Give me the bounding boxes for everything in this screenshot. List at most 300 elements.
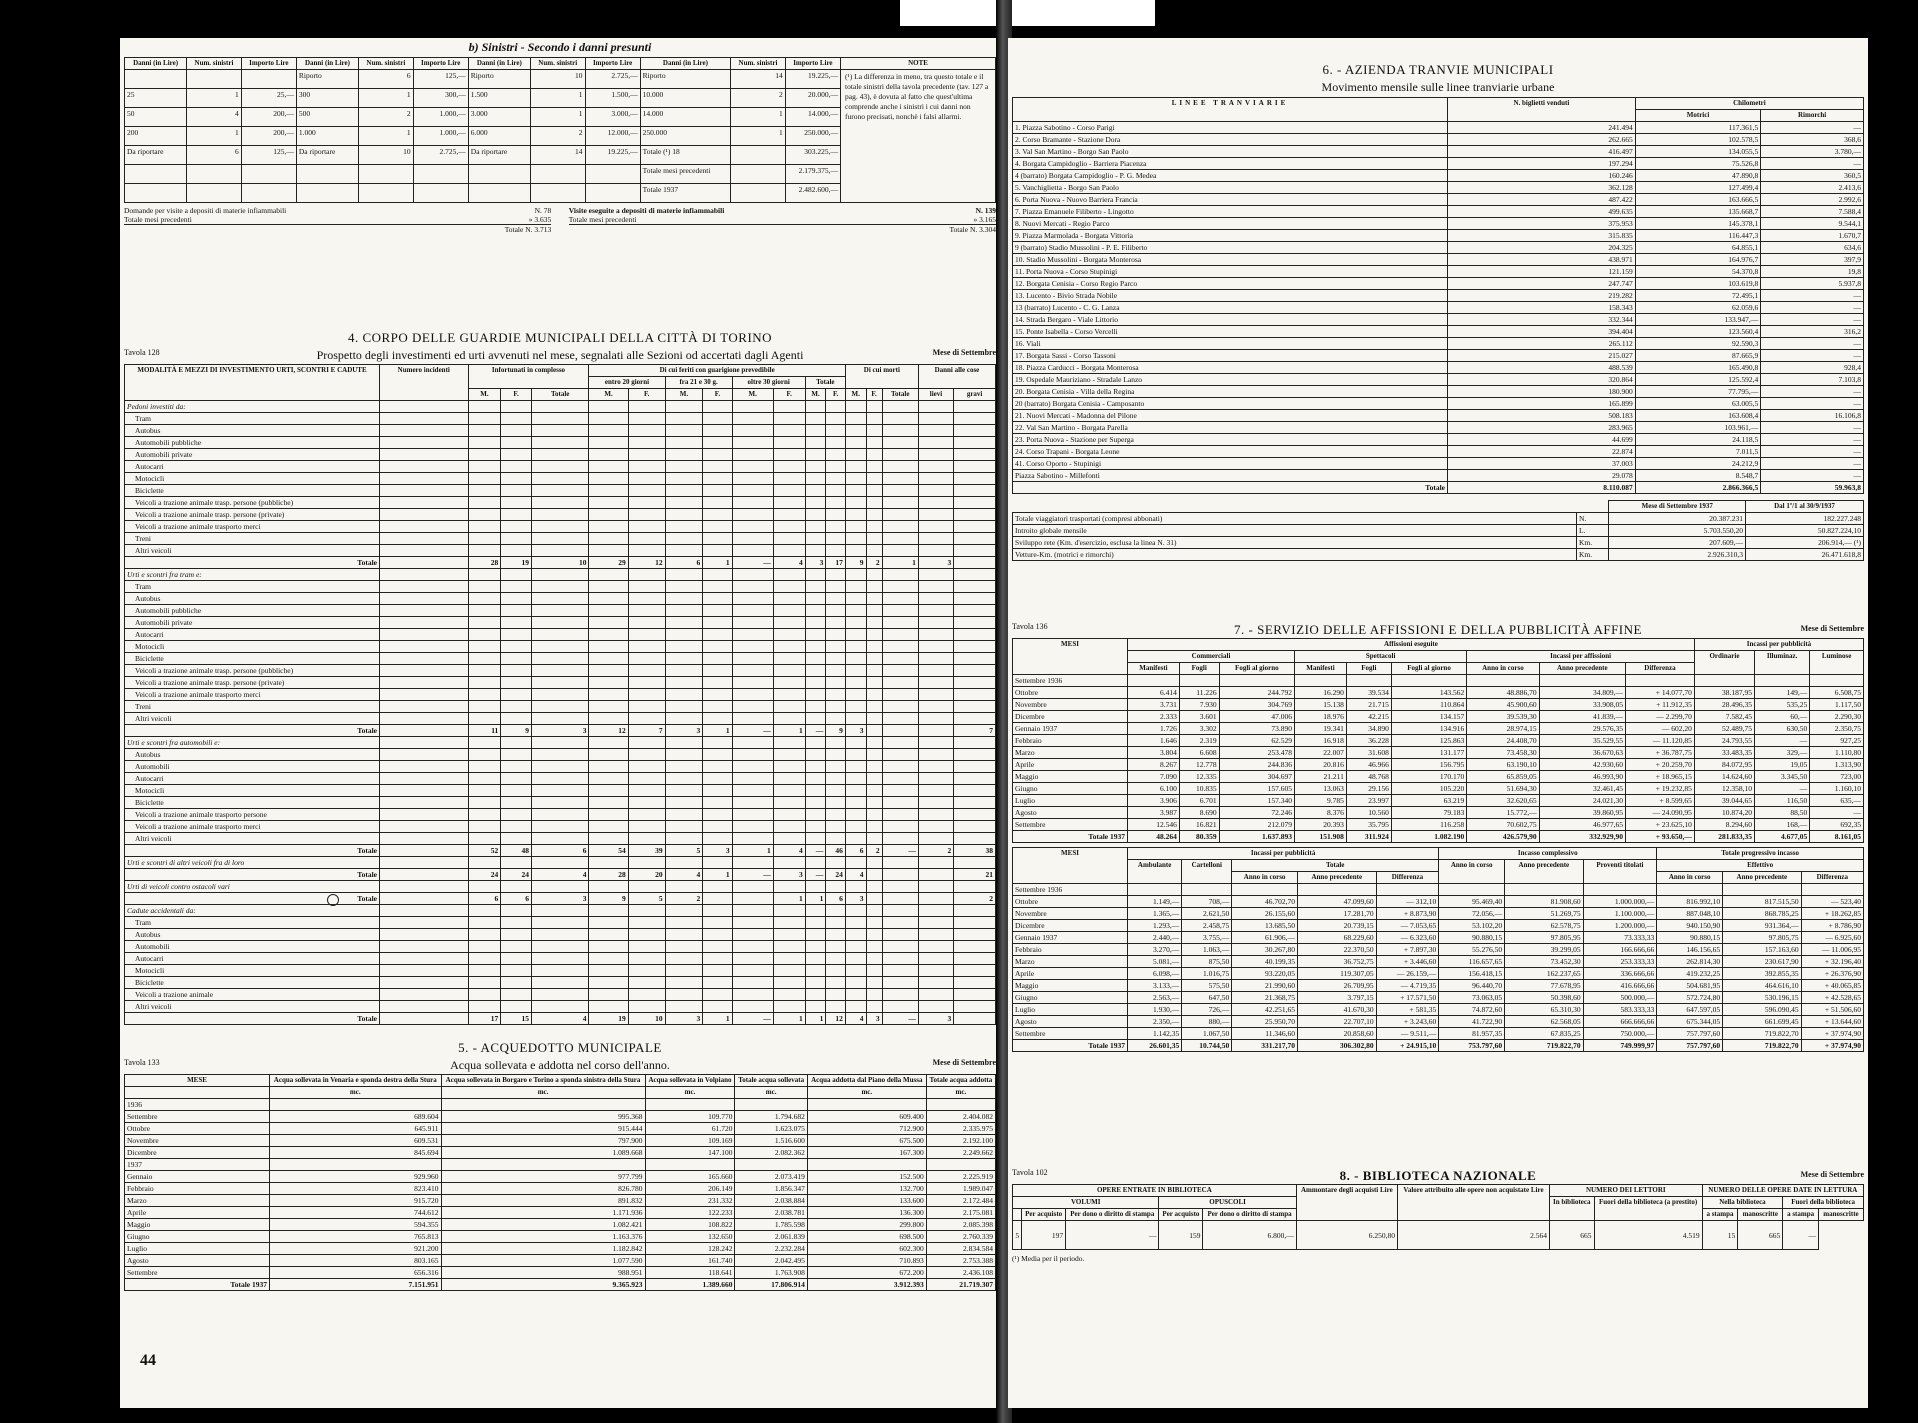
guardie-cell — [732, 989, 773, 1001]
affissioni-cell — [1391, 675, 1466, 687]
tram-line-cell: 5.937,8 — [1761, 278, 1864, 290]
guardie-cell — [954, 593, 996, 605]
guardie-empty-cell — [805, 881, 826, 893]
tram-line-row — [1013, 230, 1864, 242]
tram-line-cell: 416.497 — [1448, 146, 1636, 158]
sinistri-cell: 50 — [125, 108, 187, 127]
tram-line-row — [1013, 146, 1864, 158]
guardie-total-spacer — [380, 725, 469, 737]
guardie-cell — [380, 473, 469, 485]
tram-line-cell: 4. Borgata Campidoglio - Barriera Piacenza — [1013, 158, 1448, 170]
guardie-cell — [882, 497, 918, 509]
guardie-cell — [954, 629, 996, 641]
guardie-empty-cell — [531, 857, 588, 869]
guardie-cell — [773, 677, 805, 689]
guardie-cell — [866, 605, 882, 617]
sinistri-cell: 2.725,— — [585, 70, 640, 89]
tram-line-cell: — — [1761, 314, 1864, 326]
guardie-total-cell: 9 — [501, 725, 532, 737]
guardie-total-cell: 5 — [665, 845, 703, 857]
acquedotto-cell: Aprile — [125, 1207, 270, 1219]
guardie-cell — [732, 521, 773, 533]
guardie-item-label: Automobili — [125, 941, 380, 953]
guardie-cell — [882, 989, 918, 1001]
guardie-cell — [628, 665, 665, 677]
affissioni-cell-2: 146.156,65 — [1657, 944, 1723, 956]
acquedotto-cell: 765.813 — [270, 1231, 442, 1243]
guardie-cell — [628, 653, 665, 665]
affissioni-subheader-2: Anno in corso — [1232, 872, 1298, 884]
sinistri-cell: 6 — [359, 70, 414, 89]
tram-summary-cell: 20.387.231 — [1609, 513, 1746, 525]
sinistri-cell: Da riportare — [468, 146, 530, 165]
guardie-total-spacer — [380, 893, 469, 905]
affissioni-cell: 6.608 — [1179, 747, 1219, 759]
biblioteca-cell: 665 — [1549, 1221, 1594, 1250]
guardie-cell — [918, 929, 953, 941]
guardie-total-cell: 6 — [665, 557, 703, 569]
guardie-cell — [773, 917, 805, 929]
guardie-total-cell: 39 — [628, 845, 665, 857]
guardie-cell — [732, 701, 773, 713]
guardie-cell — [501, 605, 532, 617]
guardie-cell — [773, 461, 805, 473]
guardie-cell — [918, 677, 953, 689]
guardie-cell — [732, 953, 773, 965]
guardie-cell — [882, 437, 918, 449]
guardie-cell — [918, 617, 953, 629]
guardie-cell — [732, 749, 773, 761]
guardie-cell — [628, 509, 665, 521]
guardie-cell — [501, 953, 532, 965]
sinistri-cell — [731, 146, 786, 165]
guardie-cell — [732, 785, 773, 797]
guardie-total-row — [125, 557, 996, 569]
affissioni-cell: 39.044,65 — [1694, 795, 1754, 807]
guardie-cell — [501, 677, 532, 689]
tram-line-cell: 283.965 — [1448, 422, 1636, 434]
affissioni-cell-2: Agosto — [1013, 1016, 1128, 1028]
guardie-cell — [845, 821, 866, 833]
sinistri-cell: 1 — [530, 108, 585, 127]
guardie-cell — [805, 713, 826, 725]
guardie-cell — [665, 665, 703, 677]
guardie-total-cell: 20 — [628, 869, 665, 881]
tram-line-cell: 163.608,4 — [1635, 410, 1760, 422]
acquedotto-row — [125, 1111, 996, 1123]
affissioni-cell-2: 1.149,— — [1128, 896, 1182, 908]
col-illuminaz: Illuminaz. — [1755, 651, 1810, 675]
affissioni-cell — [1219, 675, 1294, 687]
guardie-total-cell: 48 — [501, 845, 532, 857]
affissioni-cell-2: 2.458,75 — [1182, 920, 1232, 932]
guardie-cell — [882, 509, 918, 521]
acquedotto-cell: 2.061.839 — [735, 1231, 807, 1243]
guardie-total-cell: 24 — [501, 869, 532, 881]
acquedotto-cell: 165.660 — [645, 1171, 735, 1183]
guardie-cell — [628, 965, 665, 977]
guardie-cell — [918, 581, 953, 593]
affissioni-section — [1008, 620, 1868, 1052]
affissioni-title: 7. - SERVIZIO DELLE AFFISSIONI E DELLA PUBBLICITÀ AFFINE — [1234, 622, 1642, 637]
acquedotto-cell: 231.332 — [645, 1195, 735, 1207]
tranvie-table — [1012, 97, 1864, 494]
guardie-cell — [380, 797, 469, 809]
tram-line-cell: 24.212,9 — [1635, 458, 1760, 470]
guardie-cell — [732, 965, 773, 977]
affissioni-cell-2: + 8.786,90 — [1801, 920, 1863, 932]
tram-line-cell: 103.961,— — [1635, 422, 1760, 434]
affissioni-cell-2: 81.908,60 — [1505, 896, 1584, 908]
affissioni-cell: — — [1810, 807, 1864, 819]
guardie-total-cell: 9 — [826, 725, 845, 737]
affissioni-cell-2: 2.350,— — [1128, 1016, 1182, 1028]
affissioni-row-2 — [1013, 944, 1864, 956]
guardie-total-label: Totale — [125, 1013, 380, 1025]
sinistri-cell: 1.500 — [468, 89, 530, 108]
guardie-cell — [703, 473, 732, 485]
guardie-cell — [826, 797, 845, 809]
guardie-cell — [628, 641, 665, 653]
guardie-cell — [501, 929, 532, 941]
sinistri-cell: 3.000,— — [585, 108, 640, 127]
guardie-item-label: Treni — [125, 701, 380, 713]
affissioni-cell: 253.478 — [1219, 747, 1294, 759]
affissioni-cell: 32.461,45 — [1539, 783, 1625, 795]
guardie-cell — [703, 425, 732, 437]
guardie-total-cell: 2 — [866, 845, 882, 857]
guardie-cell — [845, 713, 866, 725]
affissioni-cell-2 — [1723, 884, 1802, 896]
biblioteca-mese: Mese di Settembre — [1800, 1170, 1864, 1179]
tram-summary-cell: Totale viaggiatori trasportati (compresi abbonati) — [1013, 513, 1577, 525]
affissioni-cell-2: 96.440,70 — [1439, 980, 1505, 992]
affissioni-cell-2: 647.597,05 — [1657, 1004, 1723, 1016]
acquedotto-cell: 1.082.421 — [441, 1219, 645, 1231]
guardie-cell — [468, 629, 501, 641]
guardie-cell — [589, 533, 628, 545]
guardie-item-label: Treni — [125, 533, 380, 545]
guardie-cell — [589, 449, 628, 461]
affissioni-cell-2: 1.067,50 — [1182, 1028, 1232, 1040]
guardie-cell — [882, 521, 918, 533]
sinistri-cell: 1 — [359, 89, 414, 108]
affissioni-cell-2: 2.563,— — [1128, 992, 1182, 1004]
visite-prec-label: Totale mesi precedenti — [568, 215, 637, 224]
guardie-cell — [954, 437, 996, 449]
guardie-cell — [380, 641, 469, 653]
col-valore: Valore attribuito alle opere non acquistate Lire — [1398, 1185, 1550, 1221]
guardie-item-label: Altri veicoli — [125, 1001, 380, 1013]
affissioni-cell-2: 816.992,10 — [1657, 896, 1723, 908]
affissioni-row — [1013, 747, 1864, 759]
guardie-cell — [380, 629, 469, 641]
affissioni-cell: 42.215 — [1346, 711, 1391, 723]
affissioni-cell: 10.874,20 — [1694, 807, 1754, 819]
guardie-empty-cell — [468, 401, 501, 413]
guardie-cell — [628, 617, 665, 629]
tram-line-cell: 8. Nuovi Mercati - Regio Parco — [1013, 218, 1448, 230]
guardie-cell — [531, 653, 588, 665]
guardie-empty-cell — [773, 905, 805, 917]
tram-line-row — [1013, 422, 1864, 434]
acquedotto-cell: 299.800 — [807, 1219, 926, 1231]
guardie-cell — [380, 497, 469, 509]
guardie-item-row — [125, 797, 996, 809]
col-fuori-biblioteca: Fuori della biblioteca — [1783, 1197, 1864, 1209]
affissioni-cell-2: — 9.511,— — [1376, 1028, 1439, 1040]
acquedotto-row — [125, 1099, 996, 1111]
guardie-cell — [531, 773, 588, 785]
guardie-cell — [501, 581, 532, 593]
affissioni-cell: 29.156 — [1346, 783, 1391, 795]
affissioni-cell-2: 931.364,— — [1723, 920, 1802, 932]
affissioni-cell-2: 41.722,90 — [1439, 1016, 1505, 1028]
guardie-cell — [628, 749, 665, 761]
acquedotto-cell: 2.082.362 — [735, 1147, 807, 1159]
sinistri-cell: 2.482.600,— — [785, 184, 840, 203]
affissioni-cell: 28.496,35 — [1694, 699, 1754, 711]
guardie-cell — [866, 473, 882, 485]
guardie-cell — [826, 965, 845, 977]
guardie-total-cell: 1 — [703, 725, 732, 737]
guardie-subheader: F. — [628, 389, 665, 401]
guardie-cell — [954, 917, 996, 929]
tram-line-cell: 5. Vanchiglietta - Borgo San Paolo — [1013, 182, 1448, 194]
col-opere-entrate: OPERE ENTRATE IN BIBLIOTECA — [1013, 1185, 1297, 1197]
biblioteca-subheader: a stampa — [1783, 1209, 1819, 1221]
guardie-item-row — [125, 989, 996, 1001]
guardie-cell — [628, 797, 665, 809]
guardie-total-cell — [866, 869, 882, 881]
affissioni-cell: 29.576,35 — [1539, 723, 1625, 735]
guardie-cell — [954, 485, 996, 497]
acquedotto-cell: Marzo — [125, 1195, 270, 1207]
acquedotto-cell — [645, 1099, 735, 1111]
affissioni-cell: 42.930,60 — [1539, 759, 1625, 771]
guardie-cell — [665, 497, 703, 509]
guardie-cell — [628, 545, 665, 557]
acquedotto-cell: 594.355 — [270, 1219, 442, 1231]
guardie-empty-cell — [918, 857, 953, 869]
guardie-item-label: Autocarri — [125, 461, 380, 473]
tram-line-cell: 316,2 — [1761, 326, 1864, 338]
guardie-cell — [380, 953, 469, 965]
guardie-total-cell: 3 — [918, 557, 953, 569]
acquedotto-tavola: Tavola 133 — [124, 1058, 160, 1067]
guardie-cell — [468, 461, 501, 473]
sinistri-cell: 2 — [359, 108, 414, 127]
sinistri-cell — [731, 184, 786, 203]
tram-line-row — [1013, 398, 1864, 410]
affissioni-cell-2: 530.196,15 — [1723, 992, 1802, 1004]
guardie-empty-cell — [589, 737, 628, 749]
guardie-cell — [882, 761, 918, 773]
guardie-cell — [531, 797, 588, 809]
guardie-item-label: Tram — [125, 413, 380, 425]
sinistri-cell: 2.179.375,— — [785, 165, 840, 184]
guardie-cell — [732, 533, 773, 545]
guardie-mese: Mese di Settembre — [932, 348, 996, 357]
affissioni-cell: 39.534 — [1346, 687, 1391, 699]
affissioni-cell-2: — 6.323,60 — [1376, 932, 1439, 944]
guardie-item-label: Veicoli a trazione animale trasporto merci — [125, 521, 380, 533]
sinistri-header: Num. sinistri — [359, 58, 414, 70]
guardie-total-cell: — — [732, 725, 773, 737]
guardie-cell — [866, 617, 882, 629]
affissioni-cell: 36.670,63 — [1539, 747, 1625, 759]
guardie-empty-cell — [665, 569, 703, 581]
affissioni-cell: 63.219 — [1391, 795, 1466, 807]
affissioni-cell: 157.340 — [1219, 795, 1294, 807]
affissioni-cell-2: 17.281,70 — [1298, 908, 1377, 920]
acquedotto-cell: 2.335.975 — [926, 1123, 995, 1135]
tram-line-cell: — — [1761, 446, 1864, 458]
affissioni-cell-2: 572.724,80 — [1657, 992, 1723, 1004]
guardie-cell — [866, 1001, 882, 1013]
affissioni-cell: 156.795 — [1391, 759, 1466, 771]
affissioni-cell-2: 416.666,66 — [1583, 980, 1657, 992]
sinistri-note: (¹) La differenza in meno, tra questo totale e il totale sinistri della tavola precedente (tav. 127 a pag. 43), è dovuta al fatto che quest'ultima comprende anche i sinistri i cui danni non furono precisati, nonchè i falsi allarmi. — [841, 70, 996, 203]
sinistri-cell — [359, 165, 414, 184]
guardie-empty-cell — [732, 881, 773, 893]
guardie-cell — [954, 665, 996, 677]
guardie-cell — [866, 797, 882, 809]
affissioni-row-2 — [1013, 908, 1864, 920]
acquedotto-unit: mc. — [441, 1087, 645, 1099]
guardie-subheader: F. — [501, 389, 532, 401]
affissioni-total-cell-2: 26.601,35 — [1128, 1040, 1182, 1052]
acquedotto-mese: Mese di Settembre — [932, 1058, 996, 1067]
acquedotto-cell: Febbraio — [125, 1183, 270, 1195]
guardie-cell — [665, 689, 703, 701]
tram-line-cell: 634,6 — [1761, 242, 1864, 254]
tram-line-cell: 3. Val San Martino - Borgo San Paolo — [1013, 146, 1448, 158]
acquedotto-row — [125, 1267, 996, 1279]
tram-line-cell: 160.246 — [1448, 170, 1636, 182]
visite-label: Visite eseguite a depositi di materie infiammabili — [568, 206, 725, 215]
biblioteca-cell: 5 — [1013, 1221, 1022, 1250]
guardie-empty-cell — [501, 737, 532, 749]
guardie-total-cell: 24 — [826, 869, 845, 881]
acquedotto-row — [125, 1147, 996, 1159]
guardie-cell — [501, 521, 532, 533]
guardie-empty-cell — [703, 857, 732, 869]
guardie-cell — [380, 821, 469, 833]
guardie-cell — [954, 761, 996, 773]
guardie-cell — [501, 1001, 532, 1013]
guardie-subheader: F. — [866, 389, 882, 401]
affissioni-cell — [1467, 675, 1539, 687]
acquedotto-cell: 1.763.908 — [735, 1267, 807, 1279]
affissioni-cell-2: 46.702,70 — [1232, 896, 1298, 908]
affissioni-cell: + 14.077,70 — [1626, 687, 1695, 699]
guardie-cell — [866, 545, 882, 557]
affissioni-cell-2: + 8.873,90 — [1376, 908, 1439, 920]
guardie-item-label: Biciclette — [125, 977, 380, 989]
sinistri-cell — [413, 165, 468, 184]
affissioni-cell: 15.772,— — [1467, 807, 1539, 819]
sinistri-cell — [468, 184, 530, 203]
acquedotto-cell — [735, 1099, 807, 1111]
affissioni-cell-2: 50.398,60 — [1505, 992, 1584, 1004]
guardie-cell — [468, 1001, 501, 1013]
affissioni-cell: 35.795 — [1346, 819, 1391, 831]
guardie-cell — [773, 989, 805, 1001]
visite-tot: Totale N. 3.304 — [569, 224, 996, 234]
guardie-cell — [665, 917, 703, 929]
guardie-cell — [665, 521, 703, 533]
sinistri-cell: Riporto — [468, 70, 530, 89]
guardie-cell — [732, 413, 773, 425]
guardie-cell — [703, 665, 732, 677]
col-in-biblioteca: In biblioteca — [1549, 1197, 1594, 1221]
guardie-total-cell: 29 — [589, 557, 628, 569]
guardie-cell — [380, 617, 469, 629]
sinistri-cell — [359, 184, 414, 203]
guardie-empty-cell — [628, 569, 665, 581]
acquedotto-cell: Novembre — [125, 1135, 270, 1147]
guardie-cell — [732, 977, 773, 989]
affissioni-cell: 21.715 — [1346, 699, 1391, 711]
affissioni-cell: 6.414 — [1128, 687, 1180, 699]
tram-line-cell: 134.055,5 — [1635, 146, 1760, 158]
guardie-total-cell — [918, 893, 953, 905]
acquedotto-section — [120, 1038, 1000, 1291]
guardie-total-cell — [866, 893, 882, 905]
guardie-cell — [732, 425, 773, 437]
affissioni-cell: 12.358,10 — [1694, 783, 1754, 795]
biblioteca-tavola: Tavola 102 — [1012, 1168, 1048, 1177]
affissioni-cell-2: — 6.925,60 — [1801, 932, 1863, 944]
guardie-item-label: Biciclette — [125, 797, 380, 809]
tram-line-row — [1013, 134, 1864, 146]
guardie-cell — [882, 749, 918, 761]
biblioteca-cell: — — [1066, 1221, 1159, 1250]
guardie-total-cell: 6 — [468, 893, 501, 905]
guardie-cell — [845, 989, 866, 1001]
guardie-cell — [703, 497, 732, 509]
biblioteca-cell: 4.519 — [1594, 1221, 1702, 1250]
guardie-item-row — [125, 509, 996, 521]
guardie-cell — [380, 461, 469, 473]
acquedotto-row — [125, 1243, 996, 1255]
acquedotto-table — [124, 1074, 996, 1291]
affissioni-cell-2 — [1583, 884, 1657, 896]
affissioni-cell: + 18.965,15 — [1626, 771, 1695, 783]
guardie-total-cell: 1 — [882, 557, 918, 569]
tram-line-cell: — — [1761, 122, 1864, 134]
biblioteca-subheader: Per dono o diritto di stampa — [1066, 1209, 1159, 1221]
guardie-item-label: Autocarri — [125, 773, 380, 785]
guardie-cell — [845, 641, 866, 653]
affissioni-cell: 47.006 — [1219, 711, 1294, 723]
tram-line-cell: 92.590,3 — [1635, 338, 1760, 350]
affissioni-cell: Agosto — [1013, 807, 1128, 819]
guardie-total-spacer — [380, 869, 469, 881]
affissioni-cell: 535,25 — [1755, 699, 1810, 711]
guardie-cell — [703, 629, 732, 641]
tram-line-row — [1013, 350, 1864, 362]
guardie-empty-cell — [954, 881, 996, 893]
guardie-cell — [531, 917, 588, 929]
guardie-cell — [773, 773, 805, 785]
col-21-30: fra 21 e 30 g. — [665, 377, 732, 389]
affissioni-cell: 46.977,65 — [1539, 819, 1625, 831]
guardie-cell — [866, 941, 882, 953]
guardie-cell — [665, 809, 703, 821]
affissioni-cell-2: 3.755,— — [1182, 932, 1232, 944]
